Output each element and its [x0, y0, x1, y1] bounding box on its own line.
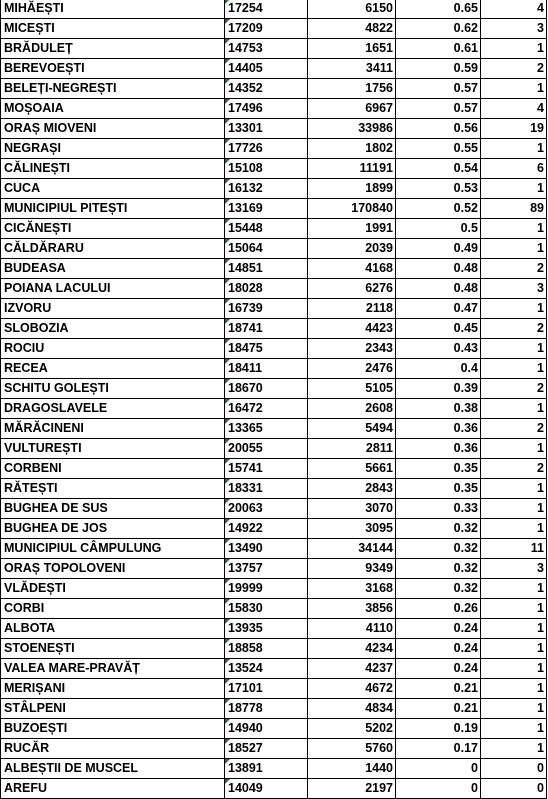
population-cell[interactable]: 3411	[308, 59, 396, 79]
code-cell[interactable]: 17496	[225, 99, 308, 119]
table-row	[1, 539, 547, 559]
population-cell[interactable]: 5760	[308, 739, 396, 759]
rate-cell[interactable]: 0.54	[396, 159, 481, 179]
table-row	[1, 39, 547, 59]
rate-cell[interactable]: 0.52	[396, 199, 481, 219]
locality-name-cell[interactable]: CĂLDĂRARU	[1, 239, 225, 259]
table-row	[1, 559, 547, 579]
cases-cell[interactable]: 1	[481, 139, 547, 159]
code-cell[interactable]: 14753	[225, 39, 308, 59]
rate-cell[interactable]: 0.38	[396, 399, 481, 419]
code-cell[interactable]: 14405	[225, 59, 308, 79]
rate-cell[interactable]: 0.57	[396, 79, 481, 99]
cases-cell[interactable]: 1	[481, 499, 547, 519]
population-cell[interactable]: 3168	[308, 579, 396, 599]
locality-name-cell[interactable]: SCHITU GOLEȘTI	[1, 379, 225, 399]
table-row	[1, 779, 547, 799]
population-cell[interactable]: 5661	[308, 459, 396, 479]
cases-cell[interactable]: 89	[481, 199, 547, 219]
population-cell[interactable]: 2608	[308, 399, 396, 419]
cases-cell[interactable]: 6	[481, 159, 547, 179]
rate-cell[interactable]: 0.5	[396, 219, 481, 239]
rate-cell[interactable]: 0.21	[396, 699, 481, 719]
cases-cell[interactable]: 1	[481, 179, 547, 199]
locality-name-cell[interactable]: MIHĂEȘTI	[1, 0, 225, 19]
table-row	[1, 759, 547, 779]
locality-name-cell[interactable]: CUCA	[1, 179, 225, 199]
population-cell[interactable]: 1991	[308, 219, 396, 239]
rate-cell[interactable]: 0.53	[396, 179, 481, 199]
locality-name-cell[interactable]: CICĂNEȘTI	[1, 219, 225, 239]
code-cell[interactable]: 18411	[225, 359, 308, 379]
rate-cell[interactable]: 0.36	[396, 439, 481, 459]
locality-name-cell[interactable]: AREFU	[1, 779, 225, 799]
cases-cell[interactable]: 3	[481, 279, 547, 299]
rate-cell[interactable]: 0.36	[396, 419, 481, 439]
table-row	[1, 699, 547, 719]
population-cell[interactable]: 33986	[308, 119, 396, 139]
code-cell[interactable]: 20063	[225, 499, 308, 519]
code-cell[interactable]: 13490	[225, 539, 308, 559]
rate-cell[interactable]: 0.17	[396, 739, 481, 759]
table-row	[1, 19, 547, 39]
cases-cell[interactable]: 1	[481, 639, 547, 659]
cases-cell[interactable]: 0	[481, 779, 547, 799]
population-cell[interactable]: 2343	[308, 339, 396, 359]
rate-cell[interactable]: 0.24	[396, 619, 481, 639]
cases-cell[interactable]: 4	[481, 99, 547, 119]
population-cell[interactable]: 11191	[308, 159, 396, 179]
population-cell[interactable]: 1651	[308, 39, 396, 59]
cases-cell[interactable]: 4	[481, 0, 547, 19]
locality-name-cell[interactable]: SLOBOZIA	[1, 319, 225, 339]
code-cell[interactable]: 17209	[225, 19, 308, 39]
rate-cell[interactable]: 0.35	[396, 459, 481, 479]
code-cell[interactable]: 13301	[225, 119, 308, 139]
cases-cell[interactable]: 1	[481, 39, 547, 59]
table-row	[1, 399, 547, 419]
rate-cell[interactable]: 0.32	[396, 559, 481, 579]
cases-cell[interactable]: 2	[481, 419, 547, 439]
table-row	[1, 379, 547, 399]
locality-name-cell[interactable]: CORBI	[1, 599, 225, 619]
locality-name-cell[interactable]: BUDEASA	[1, 259, 225, 279]
rate-cell[interactable]: 0	[396, 759, 481, 779]
locality-name-cell[interactable]: RUCĂR	[1, 739, 225, 759]
table-row	[1, 719, 547, 739]
cases-cell[interactable]: 2	[481, 59, 547, 79]
table-row	[1, 99, 547, 119]
locality-name-cell[interactable]: ALBEȘTII DE MUSCEL	[1, 759, 225, 779]
population-cell[interactable]: 2039	[308, 239, 396, 259]
rate-cell[interactable]: 0.32	[396, 519, 481, 539]
table-row	[1, 239, 547, 259]
cases-cell[interactable]: 2	[481, 319, 547, 339]
table-row	[1, 279, 547, 299]
table-row	[1, 339, 547, 359]
cases-cell[interactable]: 1	[481, 339, 547, 359]
table-row	[1, 419, 547, 439]
code-cell[interactable]: 13365	[225, 419, 308, 439]
table-row	[1, 679, 547, 699]
code-cell[interactable]: 14352	[225, 79, 308, 99]
locality-name-cell[interactable]: POIANA LACULUI	[1, 279, 225, 299]
population-cell[interactable]: 2476	[308, 359, 396, 379]
population-cell[interactable]: 3095	[308, 519, 396, 539]
population-cell[interactable]: 4237	[308, 659, 396, 679]
rate-cell[interactable]: 0.33	[396, 499, 481, 519]
rate-cell[interactable]: 0.56	[396, 119, 481, 139]
code-cell[interactable]: 19999	[225, 579, 308, 599]
table-row	[1, 119, 547, 139]
rate-cell[interactable]: 0.39	[396, 379, 481, 399]
rate-cell[interactable]: 0.48	[396, 279, 481, 299]
code-cell[interactable]: 18475	[225, 339, 308, 359]
cases-cell[interactable]: 1	[481, 659, 547, 679]
population-cell[interactable]: 4168	[308, 259, 396, 279]
locality-name-cell[interactable]: BEREVOEȘTI	[1, 59, 225, 79]
population-cell[interactable]: 5494	[308, 419, 396, 439]
table-row	[1, 739, 547, 759]
cases-cell[interactable]: 0	[481, 759, 547, 779]
cases-cell[interactable]: 11	[481, 539, 547, 559]
code-cell[interactable]: 18858	[225, 639, 308, 659]
table-row	[1, 259, 547, 279]
table-row	[1, 219, 547, 239]
table-row	[1, 659, 547, 679]
code-cell[interactable]: 17254	[225, 0, 308, 19]
cases-cell[interactable]: 1	[481, 679, 547, 699]
locality-name-cell[interactable]: VALEA MARE-PRAVĂȚ	[1, 659, 225, 679]
code-cell[interactable]: 13891	[225, 759, 308, 779]
code-cell[interactable]: 14922	[225, 519, 308, 539]
rate-cell[interactable]: 0.26	[396, 599, 481, 619]
rate-cell[interactable]: 0.49	[396, 239, 481, 259]
rate-cell[interactable]: 0.57	[396, 99, 481, 119]
code-cell[interactable]: 15830	[225, 599, 308, 619]
table-row	[1, 579, 547, 599]
population-cell[interactable]: 1899	[308, 179, 396, 199]
cases-cell[interactable]: 1	[481, 699, 547, 719]
table-row	[1, 139, 547, 159]
code-cell[interactable]: 13524	[225, 659, 308, 679]
population-cell[interactable]: 2843	[308, 479, 396, 499]
code-cell[interactable]: 16472	[225, 399, 308, 419]
population-cell[interactable]: 4110	[308, 619, 396, 639]
table-row	[1, 639, 547, 659]
population-cell[interactable]: 4672	[308, 679, 396, 699]
cases-cell[interactable]: 1	[481, 79, 547, 99]
population-cell[interactable]: 6967	[308, 99, 396, 119]
code-cell[interactable]: 17726	[225, 139, 308, 159]
rate-cell[interactable]: 0.61	[396, 39, 481, 59]
population-cell[interactable]: 9349	[308, 559, 396, 579]
rate-cell[interactable]: 0.59	[396, 59, 481, 79]
locality-name-cell[interactable]: CORBENI	[1, 459, 225, 479]
population-cell[interactable]: 4822	[308, 19, 396, 39]
rate-cell[interactable]: 0.4	[396, 359, 481, 379]
table-row	[1, 459, 547, 479]
locality-name-cell[interactable]: STOENEȘTI	[1, 639, 225, 659]
locality-name-cell[interactable]: DRAGOSLAVELE	[1, 399, 225, 419]
population-cell[interactable]: 1802	[308, 139, 396, 159]
rate-cell[interactable]: 0.35	[396, 479, 481, 499]
cases-cell[interactable]: 1	[481, 359, 547, 379]
locality-name-cell[interactable]: CĂLINEȘTI	[1, 159, 225, 179]
code-cell[interactable]: 14049	[225, 779, 308, 799]
cases-cell[interactable]: 2	[481, 259, 547, 279]
code-cell[interactable]: 15108	[225, 159, 308, 179]
cases-cell[interactable]: 1	[481, 739, 547, 759]
code-cell[interactable]: 16739	[225, 299, 308, 319]
population-cell[interactable]: 4234	[308, 639, 396, 659]
code-cell[interactable]: 13169	[225, 199, 308, 219]
cases-cell[interactable]: 1	[481, 439, 547, 459]
code-cell[interactable]: 18778	[225, 699, 308, 719]
locality-name-cell[interactable]: BELEȚI-NEGREȘTI	[1, 79, 225, 99]
rate-cell[interactable]: 0.24	[396, 659, 481, 679]
code-cell[interactable]: 15448	[225, 219, 308, 239]
table-row	[1, 599, 547, 619]
code-cell[interactable]: 15741	[225, 459, 308, 479]
population-cell[interactable]: 2811	[308, 439, 396, 459]
population-cell[interactable]: 5105	[308, 379, 396, 399]
cases-cell[interactable]: 1	[481, 479, 547, 499]
code-cell[interactable]: 20055	[225, 439, 308, 459]
locality-name-cell[interactable]: MOȘOAIA	[1, 99, 225, 119]
table-row	[1, 499, 547, 519]
locality-name-cell[interactable]: ALBOTA	[1, 619, 225, 639]
locality-name-cell[interactable]: BUGHEA DE SUS	[1, 499, 225, 519]
code-cell[interactable]: 17101	[225, 679, 308, 699]
code-cell[interactable]: 14851	[225, 259, 308, 279]
cases-cell[interactable]: 2	[481, 379, 547, 399]
table-row	[1, 479, 547, 499]
population-cell[interactable]: 4423	[308, 319, 396, 339]
locality-name-cell[interactable]: RECEA	[1, 359, 225, 379]
table-row	[1, 519, 547, 539]
locality-name-cell[interactable]: BUGHEA DE JOS	[1, 519, 225, 539]
locality-name-cell[interactable]: MĂRĂCINENI	[1, 419, 225, 439]
table-row	[1, 179, 547, 199]
cases-cell[interactable]: 1	[481, 719, 547, 739]
locality-name-cell[interactable]: BUZOEȘTI	[1, 719, 225, 739]
table-row	[1, 0, 547, 19]
code-cell[interactable]: 18028	[225, 279, 308, 299]
rate-cell[interactable]: 0	[396, 779, 481, 799]
table-row	[1, 159, 547, 179]
locality-name-cell[interactable]: MUNICIPIUL PITEȘTI	[1, 199, 225, 219]
code-cell[interactable]: 16132	[225, 179, 308, 199]
population-cell[interactable]: 6150	[308, 0, 396, 19]
population-cell[interactable]: 2197	[308, 779, 396, 799]
locality-name-cell[interactable]: VULTUREȘTI	[1, 439, 225, 459]
locality-name-cell[interactable]: ORAȘ MIOVENI	[1, 119, 225, 139]
population-cell[interactable]: 170840	[308, 199, 396, 219]
cases-cell[interactable]: 3	[481, 559, 547, 579]
rate-cell[interactable]: 0.32	[396, 539, 481, 559]
table-row	[1, 79, 547, 99]
code-cell[interactable]: 18331	[225, 479, 308, 499]
code-cell[interactable]: 18670	[225, 379, 308, 399]
code-cell[interactable]: 13935	[225, 619, 308, 639]
cases-cell[interactable]: 1	[481, 619, 547, 639]
locality-name-cell[interactable]: ORAȘ TOPOLOVENI	[1, 559, 225, 579]
cases-cell[interactable]: 1	[481, 399, 547, 419]
population-cell[interactable]: 3070	[308, 499, 396, 519]
table-row	[1, 59, 547, 79]
rate-cell[interactable]: 0.43	[396, 339, 481, 359]
table-row	[1, 439, 547, 459]
cases-cell[interactable]: 1	[481, 519, 547, 539]
population-cell[interactable]: 3856	[308, 599, 396, 619]
code-cell[interactable]: 13757	[225, 559, 308, 579]
cases-cell[interactable]: 1	[481, 299, 547, 319]
cases-cell[interactable]: 1	[481, 599, 547, 619]
cases-cell[interactable]: 1	[481, 219, 547, 239]
rate-cell[interactable]: 0.45	[396, 319, 481, 339]
locality-name-cell[interactable]: VLĂDEȘTI	[1, 579, 225, 599]
locality-name-cell[interactable]: STÂLPENI	[1, 699, 225, 719]
population-cell[interactable]: 5202	[308, 719, 396, 739]
table-row	[1, 199, 547, 219]
population-cell[interactable]: 4834	[308, 699, 396, 719]
rate-cell[interactable]: 0.21	[396, 679, 481, 699]
cases-cell[interactable]: 2	[481, 459, 547, 479]
rate-cell[interactable]: 0.65	[396, 0, 481, 19]
cases-cell[interactable]: 1	[481, 579, 547, 599]
cases-cell[interactable]: 19	[481, 119, 547, 139]
population-cell[interactable]: 1756	[308, 79, 396, 99]
rate-cell[interactable]: 0.24	[396, 639, 481, 659]
table-row	[1, 319, 547, 339]
code-cell[interactable]: 14940	[225, 719, 308, 739]
rate-cell[interactable]: 0.47	[396, 299, 481, 319]
population-cell[interactable]: 34144	[308, 539, 396, 559]
locality-name-cell[interactable]: MUNICIPIUL CÂMPULUNG	[1, 539, 225, 559]
locality-name-cell[interactable]: MICEȘTI	[1, 19, 225, 39]
population-cell[interactable]: 1440	[308, 759, 396, 779]
rate-cell[interactable]: 0.55	[396, 139, 481, 159]
rate-cell[interactable]: 0.19	[396, 719, 481, 739]
table-row	[1, 359, 547, 379]
code-cell[interactable]: 15064	[225, 239, 308, 259]
locality-name-cell[interactable]: NEGRAȘI	[1, 139, 225, 159]
table-body	[1, 0, 547, 799]
code-cell[interactable]: 18527	[225, 739, 308, 759]
cases-cell[interactable]: 1	[481, 239, 547, 259]
table-row	[1, 299, 547, 319]
rate-cell[interactable]: 0.32	[396, 579, 481, 599]
locality-name-cell[interactable]: RĂTEȘTI	[1, 479, 225, 499]
locality-name-cell[interactable]: MERIȘANI	[1, 679, 225, 699]
table-row	[1, 619, 547, 639]
rate-cell[interactable]: 0.48	[396, 259, 481, 279]
locality-name-cell[interactable]: IZVORU	[1, 299, 225, 319]
code-cell[interactable]: 18741	[225, 319, 308, 339]
population-cell[interactable]: 6276	[308, 279, 396, 299]
cases-cell[interactable]: 3	[481, 19, 547, 39]
locality-name-cell[interactable]: BRĂDULEȚ	[1, 39, 225, 59]
rate-cell[interactable]: 0.62	[396, 19, 481, 39]
population-cell[interactable]: 2118	[308, 299, 396, 319]
locality-name-cell[interactable]: ROCIU	[1, 339, 225, 359]
